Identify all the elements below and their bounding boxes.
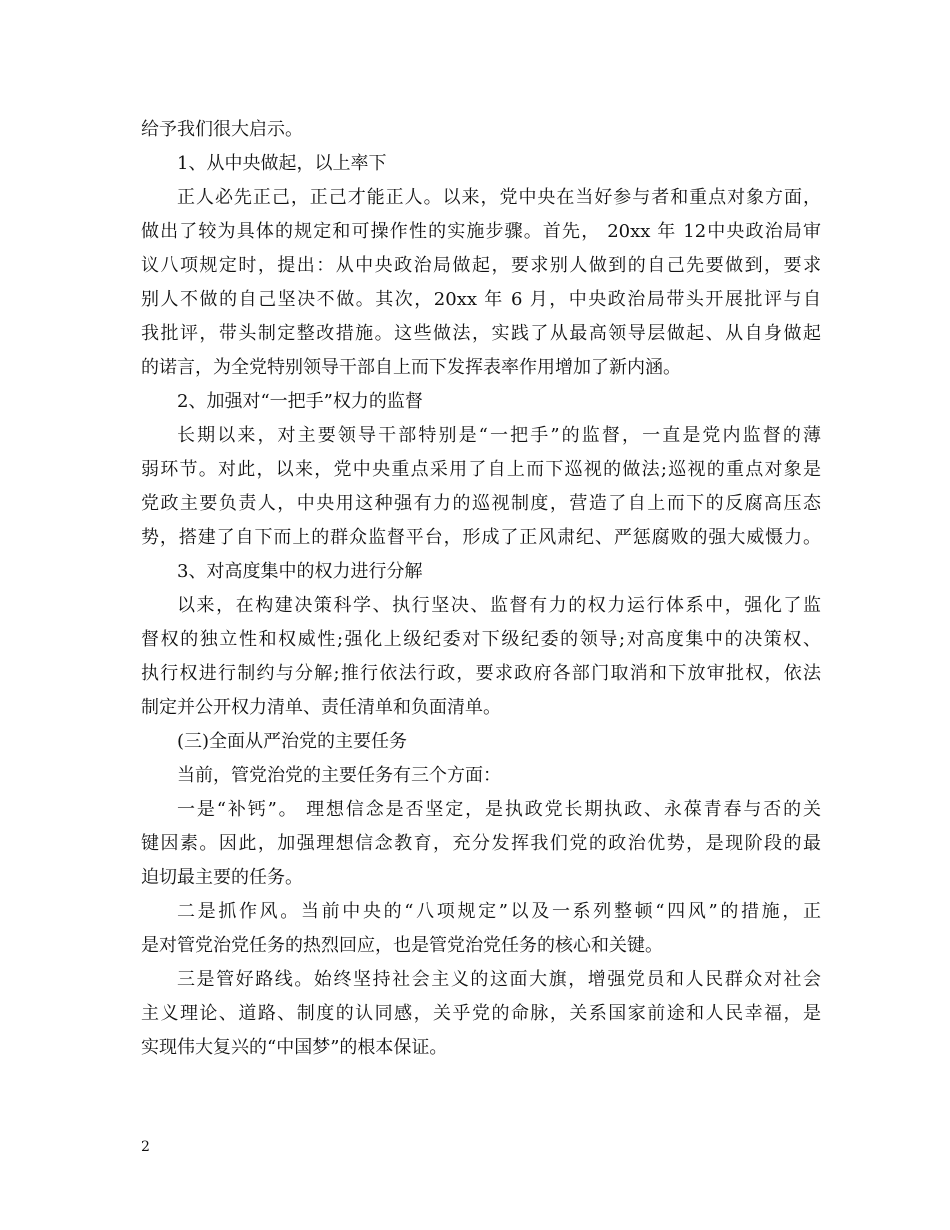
document-body [141, 113, 821, 1065]
text-line: 是对管党治党任务的热烈回应，也是管党治党任务的核心和关键。 [141, 935, 663, 956]
text-line: 迫切最主要的任务。 [141, 867, 303, 888]
section-heading: 3、对高度集中的权力进行分解 [177, 561, 423, 582]
text-line: 做出了较为具体的规定和可操作性的实施步骤。首先， 20xx 年 12中央政治局审 [141, 221, 821, 242]
text-line: 势，搭建了自下而上的群众监督平台，形成了正风肃纪、严惩腐败的强大威慑力。 [141, 527, 821, 548]
text-line: 一是“补钙”。 理想信念是否坚定，是执政党长期执政、永葆青春与否的关 [177, 799, 821, 820]
text-line: 长期以来，对主要领导干部特别是“一把手”的监督，一直是党内监督的薄 [177, 425, 821, 446]
text-line: 三是管好路线。始终坚持社会主义的这面大旗，增强党员和人民群众对社会 [177, 969, 821, 990]
section-heading: 2、加强对“一把手”权力的监督 [177, 391, 423, 412]
text-line: 二是抓作风。当前中央的“八项规定”以及一系列整顿“四风”的措施，正 [177, 901, 821, 922]
text-line: 执行权进行制约与分解;推行依法行政，要求政府各部门取消和下放审批权，依法 [141, 663, 821, 684]
text-line: 我批评，带头制定整改措施。这些做法，实践了从最高领导层做起、从自身做起 [141, 323, 821, 344]
text-line: 主义理论、道路、制度的认同感，关乎党的命脉，关系国家前途和人民幸福，是 [141, 1003, 821, 1024]
text-line: 正人必先正己，正己才能正人。以来，党中央在当好参与者和重点对象方面， [177, 187, 821, 208]
text-line: 的诺言，为全党特别领导干部自上而下发挥表率作用增加了新内涵。 [141, 357, 681, 378]
text-line: 弱环节。对此，以来，党中央重点采用了自上而下巡视的做法;巡视的重点对象是 [141, 459, 821, 480]
text-line: 别人不做的自己坚决不做。其次，20xx 年 6 月，中央政治局带头开展批评与自 [141, 289, 821, 310]
section-heading: (三)全面从严治党的主要任务 [177, 731, 408, 752]
text-line: 实现伟大复兴的“中国梦”的根本保证。 [141, 1037, 448, 1058]
section-heading: 1、从中央做起，以上率下 [177, 153, 387, 174]
text-line: 给予我们很大启示。 [141, 119, 303, 140]
text-line: 议八项规定时，提出：从中央政治局做起，要求别人做到的自己先要做到，要求 [141, 255, 821, 276]
text-line: 当前，管党治党的主要任务有三个方面： [177, 765, 501, 786]
text-line: 以来，在构建决策科学、执行坚决、监督有力的权力运行体系中，强化了监 [177, 595, 821, 616]
text-line: 制定并公开权力清单、责任清单和负面清单。 [141, 697, 501, 718]
text-line: 党政主要负责人，中央用这种强有力的巡视制度，营造了自上而下的反腐高压态 [141, 493, 821, 514]
text-line: 键因素。因此，加强理想信念教育，充分发挥我们党的政治优势，是现阶段的最 [141, 833, 821, 854]
text-line: 督权的独立性和权威性;强化上级纪委对下级纪委的领导;对高度集中的决策权、 [141, 629, 821, 650]
page-number: 2 [141, 1139, 150, 1155]
